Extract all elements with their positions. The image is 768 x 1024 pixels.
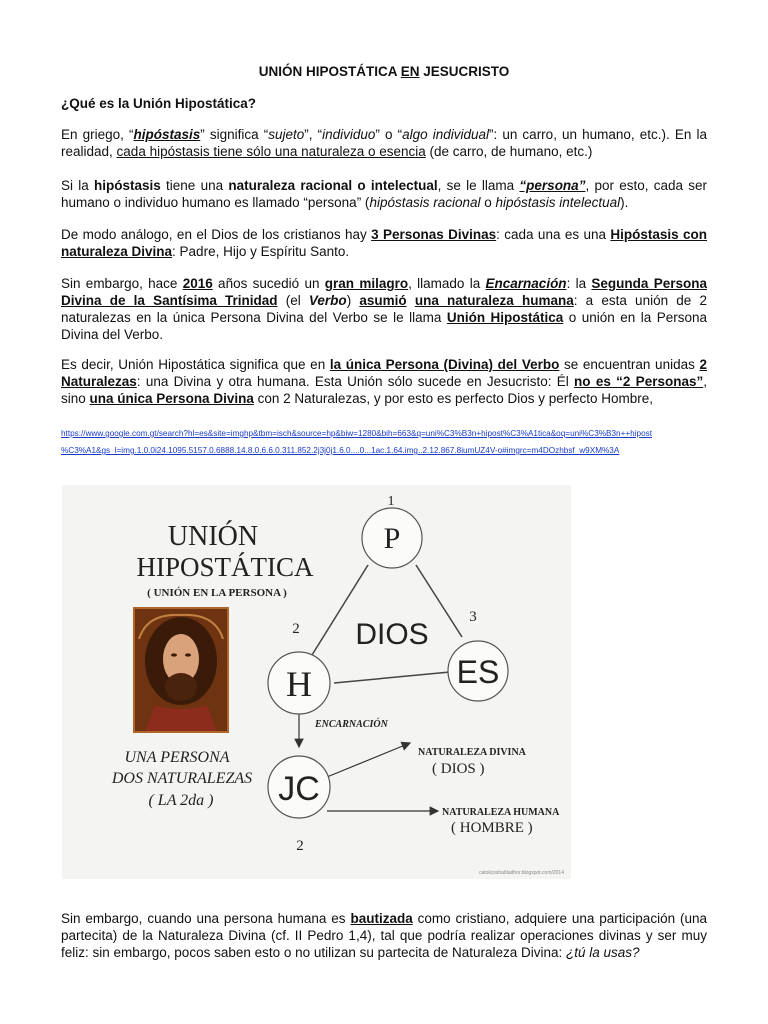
naturaleza-humana-label: NATURALEZA HUMANA xyxy=(442,807,560,818)
section-heading: ¿Qué es la Unión Hipostática? xyxy=(61,96,257,111)
caption-una-persona: UNA PERSONA xyxy=(124,749,230,766)
paragraph-5: Es decir, Unión Hipostática significa que en la única Persona (Divina) del Verbo se encuentran unidas 2 Naturalezas: una Divina y otra humana. Esta Unión sólo sucede en Jesucristo: Él no es “2 Personas”, sino una única Persona Divina con 2 Naturalezas, y por esto es perfecto Dios y perfecto Hombre, xyxy=(61,357,707,406)
caption-dos-naturalezas: DOS NATURALEZAS xyxy=(111,770,253,787)
source-link-line-2[interactable]: %C3%A1&gs_l=img.1.0.0i24.1095.5157.0.6888.14.8.0.6.6.0.311.852.2j3j0j1.6.0....0...1ac.1.64.img..2.12.867.8iumUZ4V-o#imgrc=m4DOzhbsf_w9XM%3A xyxy=(61,446,620,455)
node-es-label: ES xyxy=(456,654,500,690)
hombre-label: ( HOMBRE ) xyxy=(451,820,533,836)
jesus-portrait-image xyxy=(133,607,229,733)
center-label: DIOS xyxy=(355,618,429,651)
encarnacion-label: ENCARNACIÓN xyxy=(315,719,388,730)
figure-watermark: catolicoshabladhor.blogspot.com/2014 xyxy=(478,870,564,876)
title-part-3: JESUCRISTO xyxy=(419,64,510,79)
document-title xyxy=(0,64,768,79)
caption-la-2da: ( LA 2da ) xyxy=(148,792,214,809)
source-link-line-1[interactable]: https://www.google.com.gt/search?hl=es&site=imghp&tbm=isch&source=hp&biw=1280&bih=663&q=uni%C3%B3n+hipost%C3%A1tica&oq=uni%C3%B3n++hipost xyxy=(61,429,653,438)
node-jc-label: JC xyxy=(278,770,320,808)
paragraph-4: Sin embargo, hace 2016 años sucedió un gran milagro, llamado la Encarnación: la Segunda Persona Divina de la Santísima Trinidad (el Verbo) asumió una naturaleza humana: a esta unión de 2 naturalezas en la única Persona Divina del Verbo se le llama Unión Hipostática o unión en la Persona Divina del Verbo. xyxy=(61,276,708,342)
title-part-1: UNIÓN HIPOSTÁTICA xyxy=(258,64,401,79)
figure-subtitle: ( UNIÓN EN LA PERSONA ) xyxy=(147,587,287,599)
paragraph-3: De modo análogo, en el Dios de los cristianos hay 3 Personas Divinas: cada una es una Hipóstasis con naturaleza Divina: Padre, Hijo y Espíritu Santo. xyxy=(61,227,708,259)
hypostatic-union-diagram xyxy=(62,485,571,879)
paragraph-2: Si la hipóstasis tiene una naturaleza racional o intelectual, se le llama “persona”, por esto, cada ser humano o individuo humano es llamado “persona” (hipóstasis racional o hipóstasis intelectual). xyxy=(61,178,707,210)
title-part-2: EN xyxy=(400,64,420,79)
source-link[interactable] xyxy=(61,425,711,459)
figure-title-1: UNIÓN xyxy=(167,521,259,552)
number-3: 3 xyxy=(469,609,477,625)
edge-h-es xyxy=(334,672,450,683)
number-1: 1 xyxy=(387,494,395,509)
arrow-divina xyxy=(327,743,410,777)
figure-title-2: HIPOSTÁTICA xyxy=(136,552,314,582)
number-bottom: 2 xyxy=(296,838,304,854)
naturaleza-divina-label: NATURALEZA DIVINA xyxy=(418,747,526,758)
paragraph-6: Sin embargo, cuando una persona humana es bautizada como cristiano, adquiere una participación (una partecita) de la Naturaleza Divina (cf. II Pedro 1,4), tal que podría realizar operaciones divinas y ser muy feliz: sin embargo, pocos saben esto o no utilizan su partecita de Naturaleza Divina: ¿tú la usas? xyxy=(61,911,707,960)
paragraph-1: En griego, “hipóstasis” significa “sujeto”, “individuo” o “algo individual”: un carro, un humano, etc.). En la realidad, cada hipóstasis tiene sólo una naturaleza o esencia (de carro, de humano, etc.) xyxy=(61,127,707,159)
node-h-label: H xyxy=(286,664,312,704)
number-2: 2 xyxy=(292,621,300,637)
node-p-label: P xyxy=(383,522,401,555)
portrait-drawing xyxy=(135,609,227,731)
dios-label: ( DIOS ) xyxy=(432,761,485,777)
